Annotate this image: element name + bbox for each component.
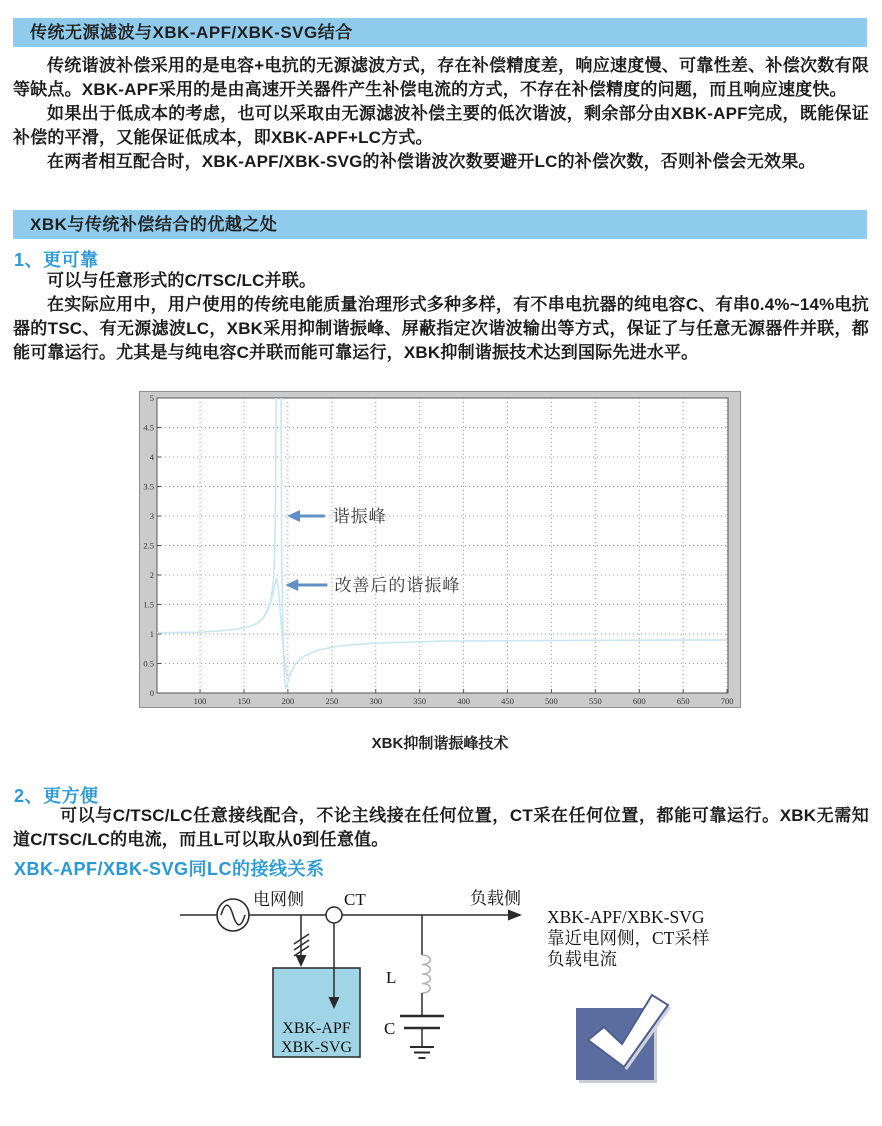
subsection2-paragraphs [13, 804, 869, 852]
svg-text:600: 600 [632, 696, 646, 706]
section2-header-bar [13, 210, 867, 239]
resonance-chart-svg [139, 391, 741, 708]
svg-text:4: 4 [149, 452, 154, 462]
svg-text:450: 450 [501, 696, 514, 706]
xbk-box-label-line1: XBK-APF [282, 1020, 351, 1037]
inductor-label: L [386, 968, 397, 987]
svg-text:5: 5 [149, 393, 154, 403]
annotation-label: 改善后的谐振峰 [334, 576, 461, 596]
svg-text:3.5: 3.5 [143, 481, 154, 492]
diagram-note [547, 907, 709, 969]
inductor-coil-icon [422, 955, 430, 993]
wiring-relationship-heading: XBK-APF/XBK-SVG同LC的接线关系 [14, 859, 325, 879]
section2-header-title: XBK与传统补偿结合的优越之处 [30, 215, 278, 234]
ground-icon [410, 1047, 434, 1058]
paragraph: 在两者相互配合时，XBK-APF/XBK-SVG的补偿谐波次数要避开LC的补偿次数，否则补偿会无效果。 [47, 152, 816, 171]
plot-area [157, 398, 728, 693]
load-side-label: 负载侧 [470, 889, 521, 908]
svg-text:250: 250 [325, 696, 339, 706]
svg-text:300: 300 [369, 696, 383, 706]
subsection1-title: 1、更可靠 [14, 250, 99, 270]
svg-text:4.5: 4.5 [143, 422, 154, 433]
paragraph: 传统谐波补偿采用的是电容+电抗的无源滤波方式，存在补偿精度差，响应速度慢、可靠性差、补偿次数有限等缺点。XBK-APF采用的是由高速开关器件产生补偿电流的方式，不存在补偿精度的问题，而且响应速度快。 [13, 56, 869, 99]
svg-text:400: 400 [457, 696, 470, 706]
svg-text:500: 500 [545, 696, 558, 706]
section1-header-title: 传统无源滤波与XBK-APF/XBK-SVG结合 [30, 23, 353, 42]
checkmark-icon [576, 995, 671, 1083]
subsection2-title: 2、更方便 [14, 786, 99, 806]
grid-side-label: 电网侧 [253, 890, 304, 909]
svg-text:650: 650 [676, 696, 690, 706]
note-line: 靠近电网侧，CT采样 [547, 928, 710, 948]
capacitor-icon [400, 1016, 444, 1028]
svg-text:150: 150 [237, 696, 251, 706]
grid-connection-line [294, 915, 309, 959]
chart-caption: XBK抑制谐振峰技术 [371, 735, 509, 752]
paragraph: 在实际应用中，用户使用的传统电能质量治理形式多种多样，有不串电抗器的纯电容C、有串0.4%~14%电抗器的TSC、有无源滤波LC，XBK采用抑制谐振峰、屏蔽指定次谐波输出等方式，保证了与任意无源器件并联，都能可靠运行。尤其是与纯电容C并联而能可靠运行，XBK抑制谐振技术达到国际先进水平。 [13, 295, 869, 362]
svg-text:100: 100 [193, 696, 207, 706]
annotation-label: 谐振峰 [332, 507, 387, 526]
svg-text:700: 700 [720, 696, 734, 706]
paragraph: 如果出于低成本的考虑，也可以采取由无源滤波补偿主要的低次谐波，剩余部分由XBK-APF完成，既能保证补偿的平滑，又能保证低成本，即XBK-APF+LC方式。 [13, 104, 869, 147]
wiring-diagram [0, 885, 882, 1126]
lc-branch [400, 915, 444, 1058]
ac-source-icon [217, 899, 249, 931]
box-arrow-head [296, 955, 307, 967]
svg-text:2: 2 [149, 570, 154, 580]
svg-text:550: 550 [588, 696, 602, 706]
svg-text:1.5: 1.5 [143, 599, 154, 610]
paragraph: 可以与任意形式的C/TSC/LC并联。 [47, 271, 317, 290]
subsection1-paragraphs [13, 269, 869, 365]
svg-text:0.5: 0.5 [143, 658, 154, 669]
section1-header-bar [13, 18, 867, 47]
ct-sensor-icon [326, 907, 342, 923]
svg-text:2.5: 2.5 [143, 540, 154, 551]
resonance-chart [139, 391, 741, 708]
svg-text:200: 200 [281, 696, 295, 706]
svg-text:0: 0 [149, 688, 154, 698]
note-line: XBK-APF/XBK-SVG [547, 907, 705, 927]
paragraph: 可以与C/TSC/LC任意接线配合，不论主线接在任何位置，CT采在任何位置，都能可靠运行。XBK无需知道C/TSC/LC的电流，而且L可以取从0到任意值。 [13, 806, 869, 849]
ct-label: CT [344, 890, 366, 909]
note-line: 负载电流 [547, 949, 617, 969]
svg-text:3: 3 [149, 511, 154, 521]
svg-text:350: 350 [413, 696, 427, 706]
load-arrow-head [508, 910, 522, 921]
section1-paragraphs [13, 54, 869, 174]
capacitor-label: C [384, 1019, 396, 1038]
xbk-box-label-line2: XBK-SVG [280, 1039, 353, 1056]
svg-text:1: 1 [149, 629, 154, 639]
